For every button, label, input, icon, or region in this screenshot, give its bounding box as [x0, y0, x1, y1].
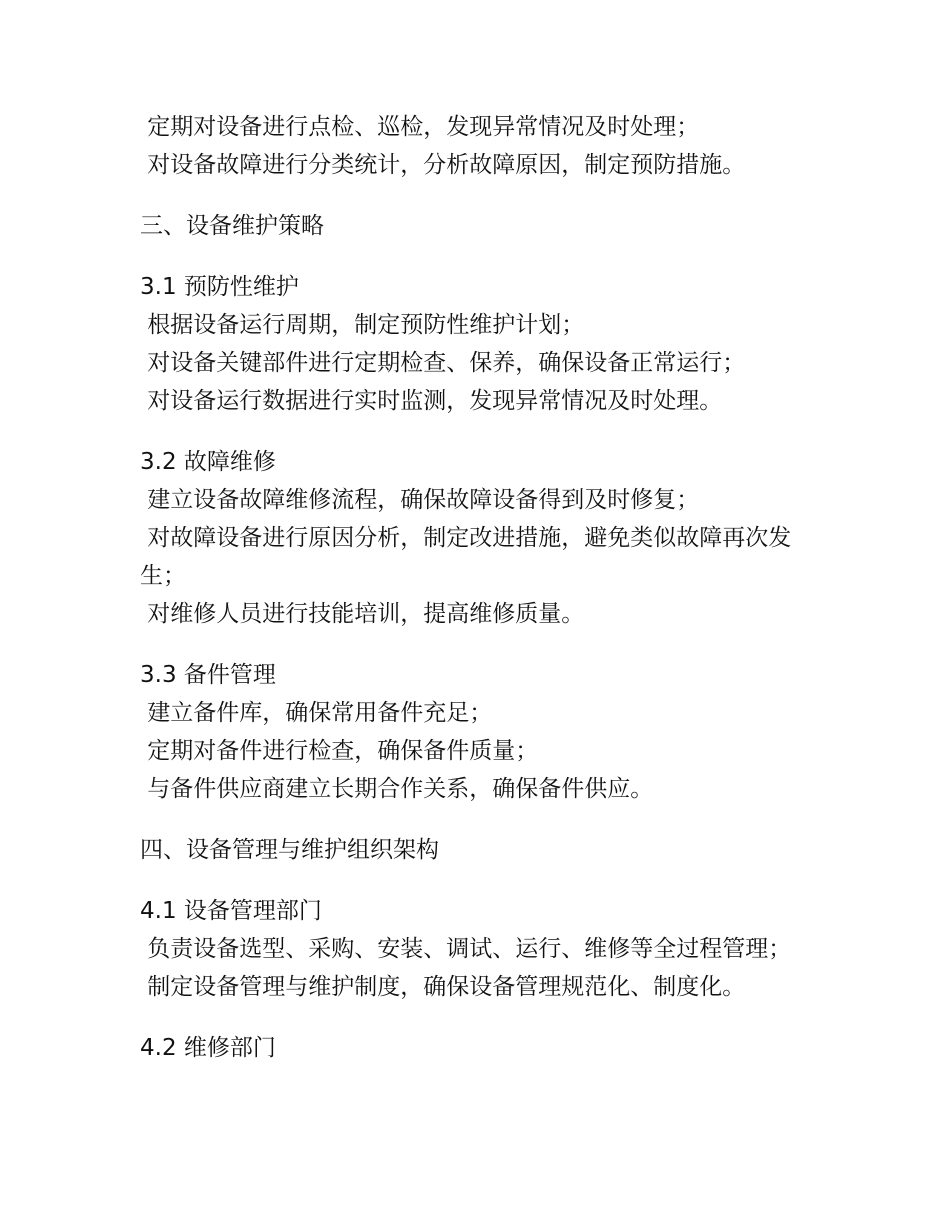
paragraph: 对维修人员进行技能培训，提高维修质量。 [140, 601, 585, 627]
document-body [140, 108, 802, 1067]
subsection-heading: 3.2 故障维修 [140, 449, 276, 475]
paragraph-gap [140, 184, 802, 207]
paragraph: 负责设备选型、采购、安装、调试、运行、维修等全过程管理； [140, 936, 792, 962]
paragraph: 建立备件库，确保常用备件充足； [140, 700, 493, 726]
paragraph-gap [140, 245, 802, 268]
paragraph: 制定设备管理与维护制度，确保设备管理规范化、制度化。 [140, 974, 746, 1000]
subsection-heading: 4.1 设备管理部门 [140, 898, 322, 924]
paragraph: 定期对备件进行检查，确保备件质量； [140, 738, 539, 764]
paragraph: 根据设备运行周期，制定预防性维护计划； [140, 312, 585, 338]
paragraph: 与备件供应商建立长期合作关系，确保备件供应。 [140, 776, 654, 802]
paragraph: 对故障设备进行原因分析，制定改进措施，避免类似故障再次发生； [140, 525, 792, 589]
section-heading: 四、设备管理与维护组织架构 [140, 837, 439, 863]
paragraph: 对设备故障进行分类统计，分析故障原因，制定预防措施。 [140, 152, 746, 178]
paragraph: 定期对设备进行点检、巡检，发现异常情况及时处理； [140, 114, 700, 140]
paragraph-gap [140, 808, 802, 831]
subsection-heading: 4.2 维修部门 [140, 1035, 276, 1061]
subsection-heading: 3.1 预防性维护 [140, 274, 299, 300]
paragraph: 对设备运行数据进行实时监测，发现异常情况及时处理。 [140, 388, 723, 414]
paragraph-gap [140, 633, 802, 656]
section-heading: 三、设备维护策略 [140, 213, 324, 239]
paragraph: 建立设备故障维修流程，确保故障设备得到及时修复； [140, 487, 700, 513]
paragraph-gap [140, 869, 802, 892]
paragraph-gap [140, 1006, 802, 1029]
paragraph-gap [140, 420, 802, 443]
subsection-heading: 3.3 备件管理 [140, 662, 276, 688]
paragraph: 对设备关键部件进行定期检查、保养，确保设备正常运行； [140, 350, 746, 376]
